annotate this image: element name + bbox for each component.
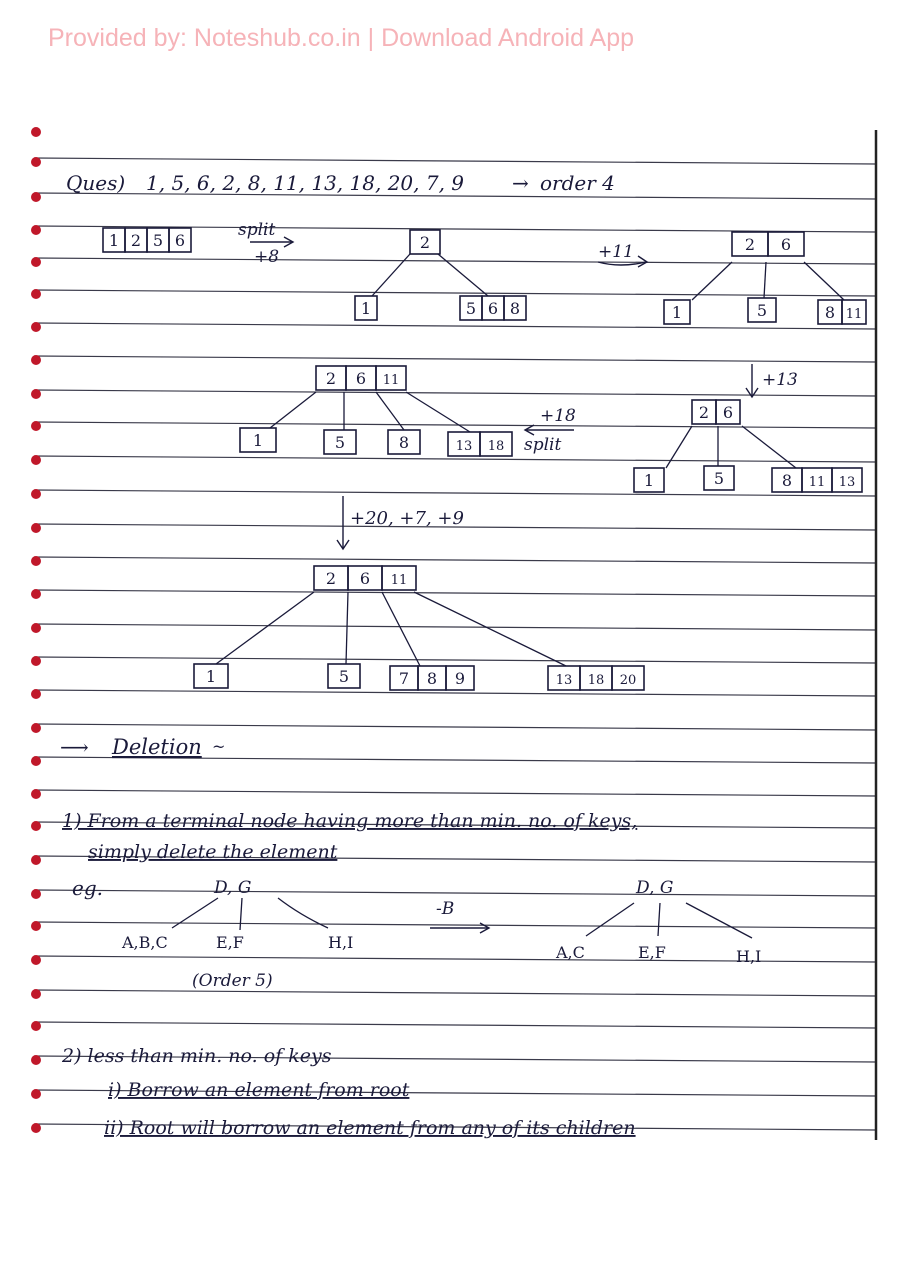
- key-value: 11: [808, 475, 826, 490]
- margin-hole: [31, 523, 41, 533]
- ruled-line: [34, 356, 876, 362]
- margin-hole: [31, 955, 41, 965]
- key-value: 5: [334, 433, 346, 452]
- tree-before-edges: [172, 898, 328, 930]
- ruled-line: [34, 790, 876, 796]
- margin-hole: [31, 322, 41, 332]
- step2-child-1: [664, 300, 690, 324]
- margin-hole: [31, 989, 41, 999]
- key-value: 8: [509, 299, 521, 318]
- ruled-line: [34, 490, 876, 496]
- key-value: 11: [390, 573, 408, 588]
- step1-root-node: [410, 230, 440, 254]
- rule2-sub-ii: ii) Root will borrow an element from any of its children: [104, 1117, 636, 1139]
- ruled-line: [34, 323, 876, 329]
- ruled-line: [34, 990, 876, 996]
- initial-node: [103, 228, 191, 252]
- step4-op-label: +18: [540, 406, 576, 426]
- tree-before-root: D, G: [214, 878, 252, 898]
- step2-child-2: [748, 298, 776, 322]
- tree-edge: [216, 592, 314, 664]
- step4-root-node: [316, 366, 406, 390]
- margin-hole: [31, 225, 41, 235]
- tree-edge: [346, 592, 348, 664]
- ruled-line: [34, 456, 876, 462]
- ruled-line: [34, 922, 876, 928]
- tree-after-child-1: A,C: [556, 943, 585, 962]
- key-value: 5: [465, 299, 477, 318]
- step2-op-label: +11: [598, 242, 634, 262]
- margin-hole: [31, 127, 41, 137]
- step1-child-2: [460, 296, 526, 320]
- key-value: 1: [252, 431, 264, 450]
- ruled-line: [34, 724, 876, 730]
- ruled-line: [34, 590, 876, 596]
- key-value: 6: [355, 369, 367, 388]
- step5-child-3: [390, 666, 474, 690]
- rule2-sub-i: i) Borrow an element from root: [108, 1079, 410, 1101]
- step5-child-1: [194, 664, 228, 688]
- step2-tree: [664, 232, 866, 324]
- key-value: 8: [781, 471, 793, 490]
- key-value: 20: [619, 673, 637, 688]
- step3-tree: [634, 400, 862, 492]
- tree-after-child-3: H,I: [736, 947, 762, 966]
- step4-child-3: [388, 430, 420, 454]
- key-value: 1: [360, 299, 372, 318]
- tree-before-child-1: A,B,C: [122, 933, 168, 952]
- key-value: 9: [454, 669, 466, 688]
- order-note: (Order 5): [192, 971, 273, 991]
- step4-arrow: [525, 425, 574, 435]
- step5-op-label: +20, +7, +9: [350, 508, 464, 529]
- step1-op-label: +8: [254, 247, 280, 267]
- key-value: 13: [455, 439, 473, 454]
- key-value: 18: [587, 673, 605, 688]
- key-value: 13: [555, 673, 573, 688]
- key-value: 11: [845, 307, 863, 322]
- key-value: 5: [756, 301, 768, 320]
- ruled-line: [34, 290, 876, 296]
- key-value: 1: [205, 667, 217, 686]
- step3-child-3: [772, 468, 862, 492]
- ruled-line: [34, 1022, 876, 1028]
- tree-before-child-2: E,F: [216, 933, 244, 952]
- margin-hole: [31, 889, 41, 899]
- key-value: 6: [780, 235, 792, 254]
- step1-tree: [355, 230, 526, 320]
- tree-edge: [382, 592, 420, 666]
- tree-after-root: D, G: [636, 878, 674, 898]
- deletion-heading-tail: ~: [212, 737, 226, 756]
- margin-hole: [31, 723, 41, 733]
- margin-hole: [31, 789, 41, 799]
- margin-hole: [31, 821, 41, 831]
- step1-split-label: split: [238, 220, 276, 240]
- ruled-line: [34, 557, 876, 563]
- question-label: Ques): [66, 171, 126, 195]
- margin-hole: [31, 421, 41, 431]
- key-value: 1: [643, 471, 655, 490]
- step3-root-node: [692, 400, 740, 424]
- margin-holes: [31, 127, 41, 1133]
- margin-hole: [31, 689, 41, 699]
- margin-hole: [31, 355, 41, 365]
- key-value: 2: [419, 233, 431, 252]
- key-value: 8: [398, 433, 410, 452]
- margin-hole: [31, 192, 41, 202]
- margin-hole: [31, 623, 41, 633]
- margin-hole: [31, 289, 41, 299]
- step1-child-1: [355, 296, 377, 320]
- step2-root-node: [732, 232, 804, 256]
- step5-child-2: [328, 664, 360, 688]
- margin-hole: [31, 157, 41, 167]
- step4-tree: [240, 366, 512, 456]
- ruled-lines: [34, 158, 876, 1130]
- key-value: 2: [744, 235, 756, 254]
- step4-child-1: [240, 428, 276, 452]
- tree-after-edges: [586, 903, 752, 938]
- key-value: 7: [398, 669, 410, 688]
- key-value: 18: [487, 439, 505, 454]
- key-value: 2: [325, 569, 337, 588]
- step2-child-3: [818, 300, 866, 324]
- ruled-line: [34, 158, 876, 164]
- tree-edge: [270, 392, 316, 428]
- margin-hole: [31, 921, 41, 931]
- tree-after-child-2: E,F: [638, 943, 666, 962]
- ruled-line: [34, 690, 876, 696]
- ruled-line: [34, 258, 876, 264]
- step4-child-2: [324, 430, 356, 454]
- margin-hole: [31, 389, 41, 399]
- step5-child-4: [548, 666, 644, 690]
- key-value: 11: [382, 373, 400, 388]
- key-value: 2: [325, 369, 337, 388]
- question-order: order 4: [540, 171, 615, 195]
- margin-hole: [31, 1021, 41, 1031]
- tree-before-child-3: H,I: [328, 933, 354, 952]
- key-value: 1: [108, 231, 120, 250]
- step5-arrow: [337, 496, 349, 549]
- example-label: eg.: [72, 876, 103, 900]
- margin-hole: [31, 455, 41, 465]
- tree-edge: [414, 592, 566, 666]
- step1-initial-node: [103, 228, 191, 252]
- margin-hole: [31, 1123, 41, 1133]
- rule1-line2: simply delete the element: [88, 841, 338, 863]
- watermark-text: Provided by: Noteshub.co.in | Download Android App: [48, 24, 635, 52]
- key-value: 1: [671, 303, 683, 322]
- rule1-line1: 1) From a terminal node having more than min. no. of keys,: [62, 810, 638, 832]
- key-value: 6: [174, 231, 186, 250]
- margin-hole: [31, 1055, 41, 1065]
- tree-edge: [804, 262, 844, 300]
- tree-edge: [666, 426, 692, 468]
- margin-hole: [31, 1089, 41, 1099]
- key-value: 8: [426, 669, 438, 688]
- step3-child-1: [634, 468, 664, 492]
- key-value: 6: [722, 403, 734, 422]
- ruled-line: [34, 657, 876, 663]
- key-value: 8: [824, 303, 836, 322]
- ruled-line: [34, 624, 876, 630]
- key-value: 2: [698, 403, 710, 422]
- margin-hole: [31, 656, 41, 666]
- key-value: 6: [359, 569, 371, 588]
- step4-split-label: split: [524, 435, 562, 455]
- question-sequence: 1, 5, 6, 2, 8, 11, 13, 18, 20, 7, 9: [146, 171, 465, 195]
- step3-child-2: [704, 466, 734, 490]
- deletion-heading: Deletion: [112, 735, 202, 759]
- key-value: 6: [487, 299, 499, 318]
- key-value: 5: [338, 667, 350, 686]
- ruled-line: [34, 890, 876, 896]
- tree-edge: [406, 392, 470, 432]
- step4-child-4: [448, 432, 512, 456]
- margin-hole: [31, 257, 41, 267]
- deletion-arrow: ⟶: [60, 735, 89, 759]
- delete-op-label: -B: [436, 899, 455, 919]
- key-value: 5: [713, 469, 725, 488]
- step3-op-label: +13: [762, 370, 798, 390]
- question-arrow: →: [512, 171, 529, 195]
- margin-hole: [31, 589, 41, 599]
- margin-hole: [31, 855, 41, 865]
- tree-edge: [764, 262, 766, 298]
- tree-edge: [438, 254, 488, 296]
- key-value: 2: [130, 231, 142, 250]
- margin-hole: [31, 756, 41, 766]
- rule2-line: 2) less than min. no. of keys: [62, 1045, 332, 1067]
- key-value: 13: [838, 475, 856, 490]
- margin-hole: [31, 556, 41, 566]
- step5-root-node: [314, 566, 416, 590]
- step3-arrow: [746, 364, 758, 397]
- margin-hole: [31, 489, 41, 499]
- key-value: 5: [152, 231, 164, 250]
